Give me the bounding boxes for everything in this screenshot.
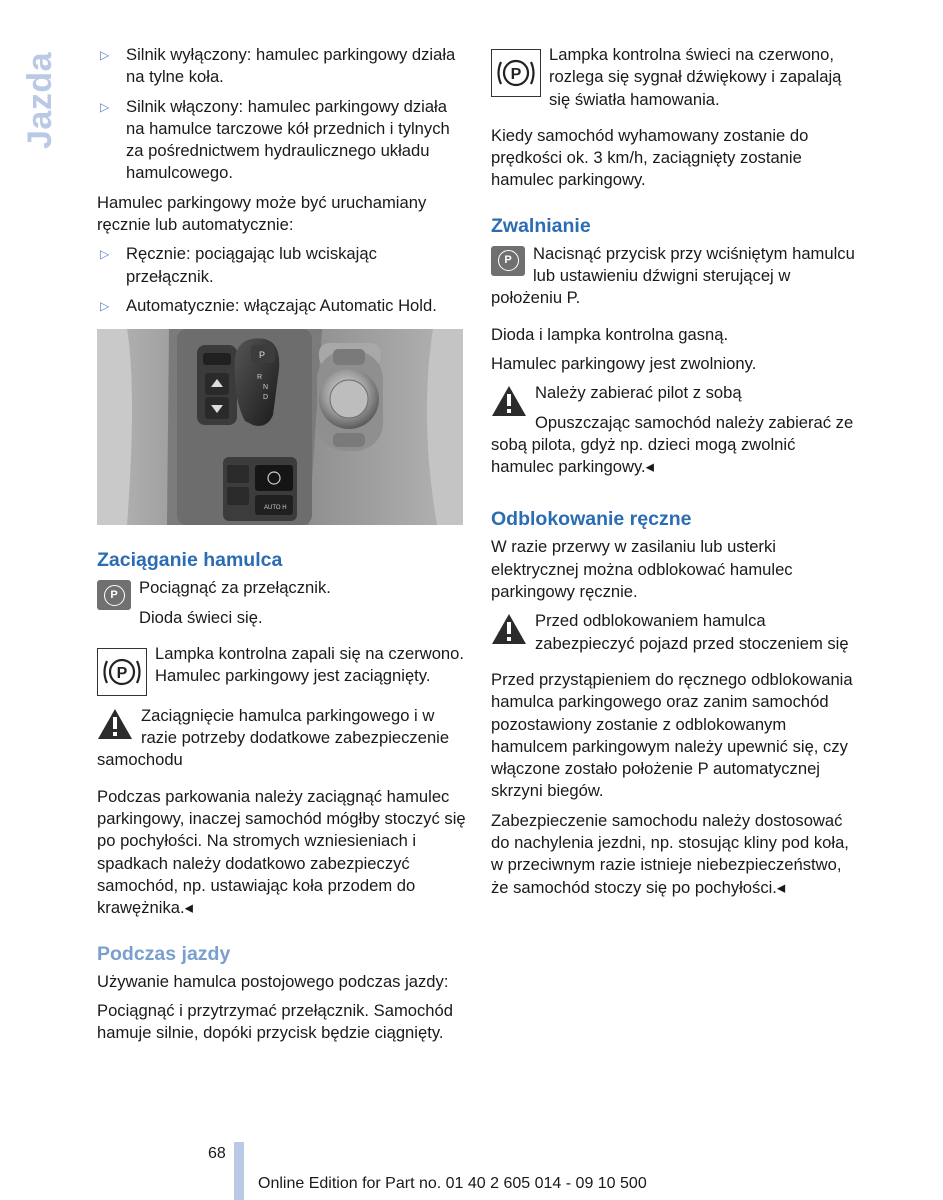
paragraph: Przed przystąpieniem do ręcznego odblokowania hamulca parkingowego oraz zanim samochód pozostawiony zostanie z odblokowanym hamulcem parkingowym należy upewnić się, czy włączone zostało położenie P automatycznej skrzyni biegów. [491,669,853,801]
paragraph: Zabezpieczenie samochodu należy dostosować do nachylenia jezdni, np. stosując kliny pod koła, w przeciwnym razie istnieje niebezpieczeństwo, że samochód stoczy się po pochyłości.◂ [491,810,849,897]
list-item: ▷ Ręcznie: pociągając lub wciskając przełącznik. [100,244,377,286]
parking-brake-lamp-icon [97,648,147,696]
svg-text:AUTO H: AUTO H [264,505,287,512]
paragraph: Hamulec parkingowy może być uruchamiany ręcznie lub automatycznie: [97,192,427,235]
paragraph: Pociągnąć i przytrzymać przełącznik. Samochód hamuje silnie, dopóki przycisk będzie ciągnięty. [97,1000,453,1043]
release-instruction: P Nacisnąć przycisk przy wciśniętym hamulcu lub ustawieniu dźwigni sterującej w położeniu P. [491,243,855,308]
list-item: ▷ Automatycznie: włączając Automatic Hold. [97,295,467,317]
list-item: ▷ Silnik włączony: hamulec parkingowy działa na hamulce tarczowe kół przednich i tylnych za pośrednictwem hydraulicznego układu hamulcowego. [100,96,450,183]
svg-text:D: D [263,394,269,402]
warning-body: Podczas parkowania należy zaciągnąć hamulec parkingowy, inaczej samochód mógłby stoczyć się po pochyłości. Na stromych wzniesieniach i spadkach należy dodatkowo zabezpieczyć samochód, np. ustawiając koła przodem do krawężnika.◂ [97,786,466,918]
paragraph: W razie przerwy w zasilaniu lub usterki elektrycznej można odblokować hamulec parkingowy ręcznie. [491,537,793,602]
warning-unlock: Przed odblokowaniem hamulca zabezpieczyć pojazd przed stoczeniem się [491,610,861,662]
section-heading-podczas-jazdy: Podczas jazdy [97,942,231,965]
warning-triangle-icon [491,613,527,645]
activation-mode-list [97,243,467,317]
parking-brake-lamp-icon [491,49,541,97]
page-number: 68 [208,1145,226,1162]
footer-accent-bar [234,1142,244,1200]
svg-text:N: N [263,384,269,392]
chapter-tab [14,40,66,160]
section-heading-odblokowanie: Odblokowanie ręczne [491,508,692,531]
svg-text:P: P [259,350,266,361]
svg-text:P: P [510,66,522,83]
edition-footer: Online Edition for Part no. 01 40 2 605 014 - 09 10 500 [258,1175,647,1192]
chapter-tab-label: Jazda [20,51,59,149]
warning-remote: Należy zabierać pilot z sobą Opuszczając samochód należy zabierać ze sobą pilota, gdyż np. dzieci mogą zwolnić hamulec parkingowy.◂ [491,383,854,477]
triangle-right-icon: ▷ [100,247,110,262]
paragraph: Dioda i lampka kontrolna gasną. [491,324,729,344]
paragraph: Hamulec parkingowy jest zwolniony. [491,353,757,373]
pull-instruction: P Pociągnąć za przełącznik. Dioda świeci się. [97,577,467,636]
engine-state-list [97,44,467,185]
warning-secure-vehicle: Zaciągnięcie hamulca parkingowego i w razie potrzeby dodatkowe zabezpieczenie samochodu [97,705,450,770]
lamp-info: P Lampka kontrolna zapali się na czerwono. Hamulec parkingowy jest zaciągnięty. [97,643,467,698]
left-column [97,44,467,1051]
svg-text:P: P [116,664,128,682]
paragraph: Kiedy samochód wyhamowany zostanie do prędkości ok. 3 km/h, zaciągnięty zostanie hamulec parkingowy. [491,125,809,190]
section-heading-zaciaganie: Zaciąganie hamulca [97,549,283,572]
right-column [491,44,861,906]
list-item: ▷ Silnik wyłączony: hamulec parkingowy działa na tylne koła. [100,45,456,87]
center-console-photo [97,329,463,525]
triangle-right-icon: ▷ [100,99,110,114]
triangle-right-icon: ▷ [100,298,110,313]
warning-triangle-icon [491,385,527,417]
svg-text:R: R [257,374,263,382]
section-heading-zwalnianie: Zwalnianie [491,214,591,237]
lamp-info-driving: P Lampka kontrolna świeci na czerwono, rozlega się sygnał dźwiękowy i zapalają się światła hamowania. [491,44,861,118]
paragraph: Używanie hamulca postojowego podczas jazdy: [97,971,449,991]
warning-triangle-icon [97,708,133,740]
parking-brake-button-icon: P [97,580,131,610]
parking-brake-button-icon: P [491,246,525,276]
triangle-right-icon: ▷ [100,48,110,62]
